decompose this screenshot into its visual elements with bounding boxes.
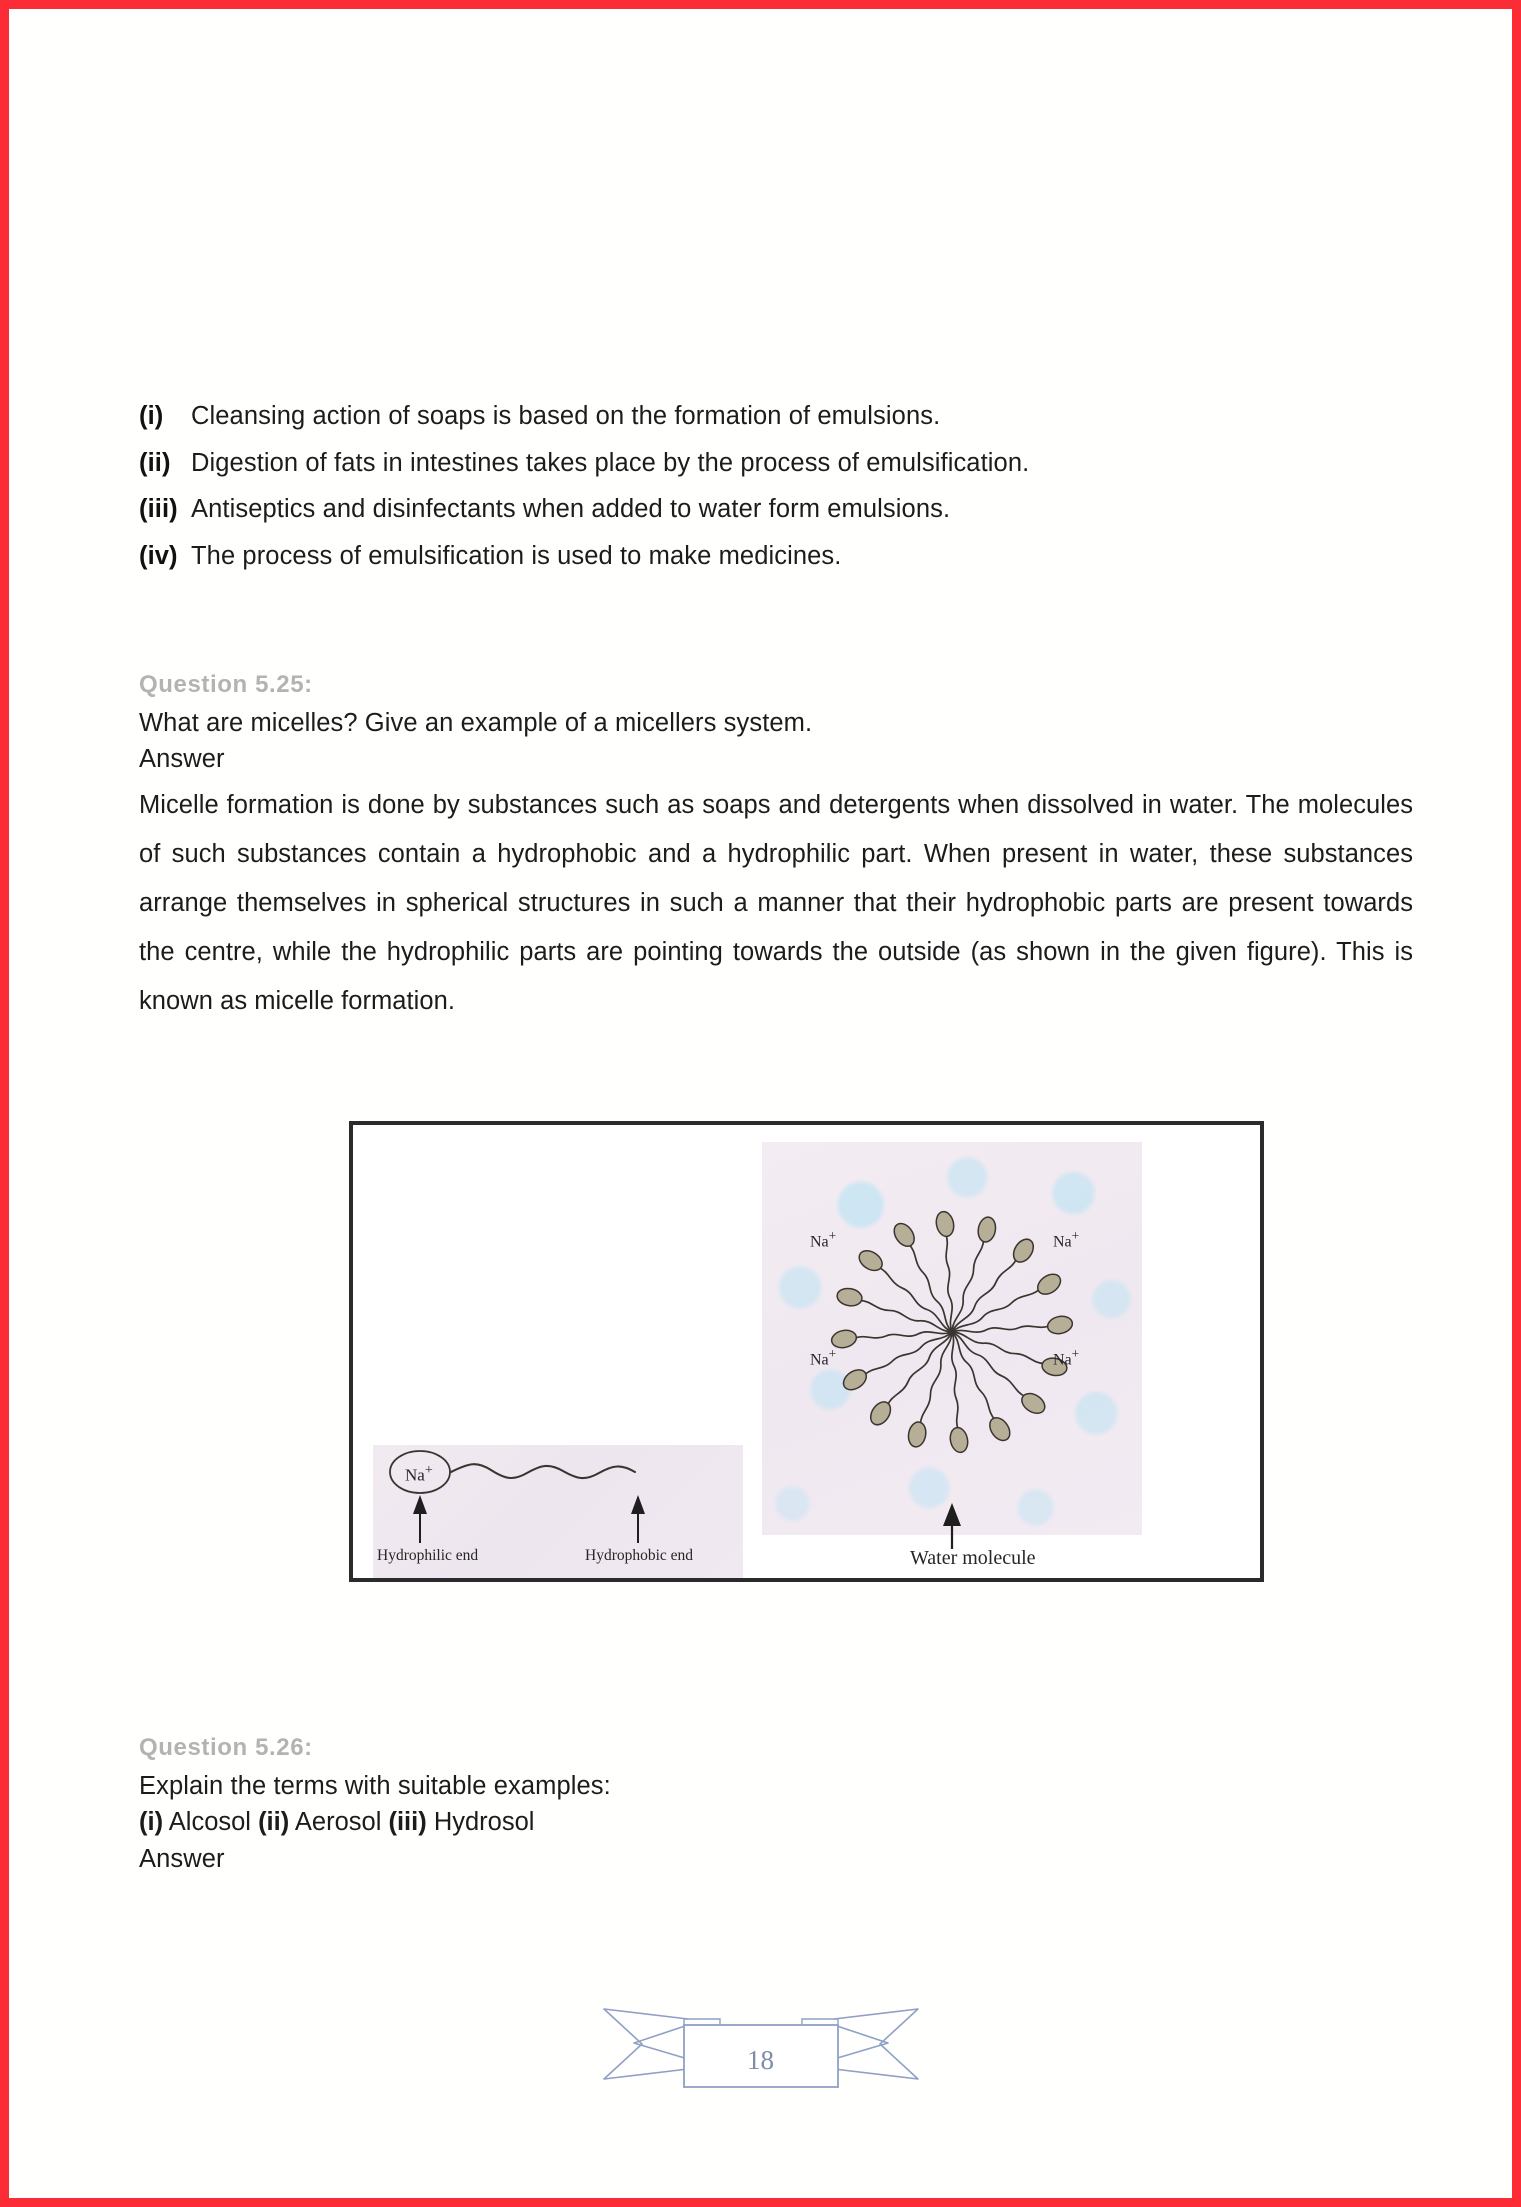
hydrophilic-end-label: Hydrophilic end: [377, 1547, 479, 1564]
list-item-number: (iii): [139, 495, 178, 523]
question-526-terms: [139, 1808, 534, 1837]
soap-molecule-panel: [373, 1445, 743, 1580]
list-item: [139, 541, 1413, 570]
question-525-answer-label: Answer: [139, 745, 225, 773]
page-number: 18: [747, 2045, 774, 2075]
list-item-number: (ii): [139, 448, 171, 477]
sodium-ion-label-bottom-right: Na+: [1053, 1346, 1080, 1369]
list-item-text: Antiseptics and disinfectants when added to water form emulsions.: [191, 495, 951, 523]
sodium-ion-label-bottom-left: Na+: [810, 1346, 837, 1369]
question-525-answer-paragraph: Micelle formation is done by substances such as soaps and detergents when dissolved in water. The molecules of such substances contain a hydrophobic and a hydrophilic part. When present in water, these substances arrange themselves in spherical structures in such a manner that their hydrophobic parts are present towards the centre, while the hydrophilic parts are pointing towards the outside (as shown in the given figure). This is known as micelle formation.: [139, 791, 1413, 1015]
sodium-ion-label-top-left: Na+: [810, 1228, 837, 1251]
list-item-text: Cleansing action of soaps is based on the formation of emulsions.: [191, 402, 941, 430]
hydrophobic-end-label: Hydrophobic end: [585, 1547, 694, 1564]
question-526-text: Explain the terms with suitable examples:: [139, 1772, 611, 1800]
sodium-ion-label-top-right: Na+: [1053, 1228, 1080, 1251]
list-item: [139, 404, 1413, 430]
term-number-2: (ii): [258, 1808, 290, 1836]
list-item-text: Digestion of fats in intestines takes place by the process of emulsification.: [191, 448, 1030, 477]
page-footer-ribbon: [596, 1997, 926, 2117]
list-item-number: (i): [139, 402, 164, 430]
water-molecule-label: Water molecule: [910, 1547, 1036, 1569]
term-label-3: Hydrosol: [433, 1808, 535, 1836]
sodium-ion-label: Na+: [405, 1462, 433, 1485]
list-item: [139, 497, 1413, 523]
term-label-2: Aerosol: [294, 1808, 382, 1836]
water-molecule-arrow: [762, 1501, 1142, 1551]
micelle-structure-diagram: [762, 1142, 1142, 1535]
micelle-figure: [349, 1121, 1264, 1582]
question-526-answer-label: Answer: [139, 1845, 225, 1873]
statement-list: [139, 404, 1413, 590]
term-label-1: Alcosol: [168, 1808, 251, 1836]
term-number-1: (i): [139, 1808, 164, 1836]
question-525-text: What are micelles? Give an example of a micellers system.: [139, 709, 813, 737]
page-inner-surface: [9, 9, 1512, 2198]
micelle-water-panel: [762, 1142, 1142, 1535]
list-item-number: (iv): [139, 541, 178, 570]
term-number-3: (iii): [388, 1808, 427, 1836]
list-item: [139, 448, 1413, 477]
question-525-heading: Question 5.25:: [139, 671, 313, 698]
list-item-text: The process of emulsification is used to make medicines.: [191, 541, 842, 570]
question-526-heading: Question 5.26:: [139, 1734, 313, 1761]
